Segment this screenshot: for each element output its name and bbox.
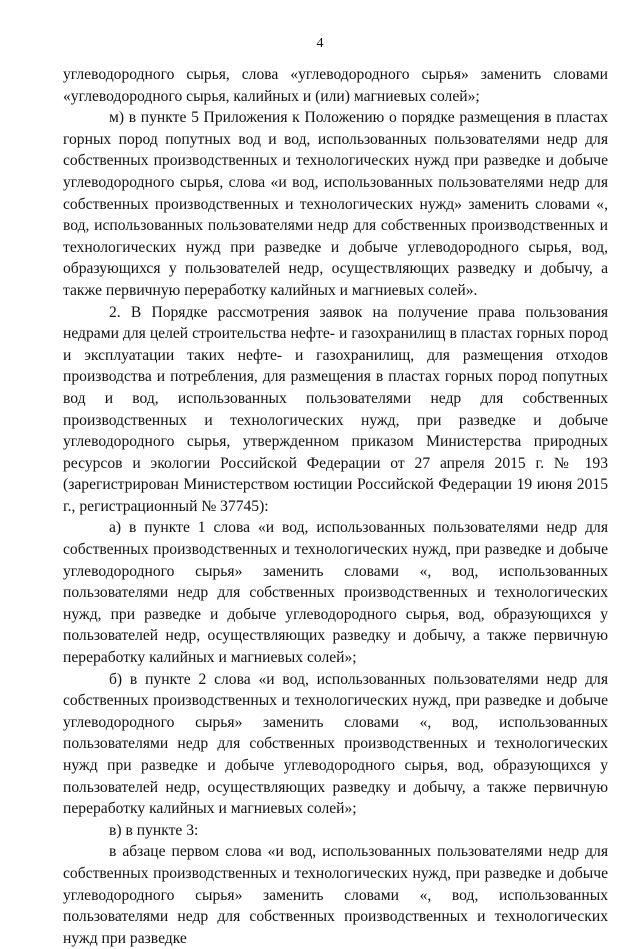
page-number: 4 (316, 36, 324, 51)
paragraph-item-b: б) в пункте 2 слова «и вод, использованных пользователями недр для собственных производственных и технологических нужд, при разведке и добыче углеводородного сырья» заменить словами «, вод, использованных пользователями недр для собственных производственных и технологических нужд при разведке и добыче углеводородного сырья, вод, образующихся у пользователей недр, осуществляющих разведку и добычу, а также первичную переработку калийных и магниевых солей»; (63, 670, 608, 818)
paragraph-item-v-first-abzac: в абзаце первом слова «и вод, использованных пользователями недр для собственных производственных и технологических нужд, при разведке и добыче углеводородного сырья» заменить словами «, вод, использованных пользователями недр для собственных производственных и технологических нужд при разведке (63, 843, 608, 947)
document-body (63, 64, 608, 949)
paragraph-section-2: 2. В Порядке рассмотрения заявок на получение права пользования недрами для целей строительства нефте- и газохранилищ в пластах горных пород и эксплуатации таких нефте- и газохранилищ, для размещения отходов производства и потребления, для размещения в пластах горных пород попутных вод и вод, использованных пользователями недр для собственных производственных и технологических нужд, при разведке и добыче углеводородного сырья, утвержденном приказом Министерства природных ресурсов и экологии Российской Федерации от 27 апреля 2015 г. № 193 (зарегистрирован Министерством юстиции Российской Федерации 19 июня 2015 г., регистрационный № 37745): (63, 303, 608, 515)
paragraph-item-m: м) в пункте 5 Приложения к Положению о порядке размещения в пластах горных пород попутных вод и вод, использованных пользователями недр для собственных производственных и технологических нужд при разведке и добыче углеводородного сырья, слова «и вод, использованных пользователями недр для собственных производственных и технологических нужд» заменить словами «, вод, использованных пользователями недр для собственных производственных и технологических нужд при разведке и добыче углеводородного сырья, вод, образующихся у пользователей недр, осуществляющих разведку и добычу, а также первичную переработку калийных и магниевых солей». (63, 109, 608, 299)
paragraph-continuation: углеводородного сырья, слова «углеводородного сырья» заменить словами «углеводородного сырья, калийных и (или) магниевых солей»; (63, 66, 608, 105)
paragraph-item-v: в) в пункте 3: (109, 821, 199, 839)
paragraph-item-a: а) в пункте 1 слова «и вод, использованных пользователями недр для собственных производственных и технологических нужд, при разведке и добыче углеводородного сырья» заменить словами «, вод, использованных пользователями недр для собственных производственных и технологических нужд, при разведке и добыче углеводородного сырья, вод, образующихся у пользователей недр, осуществляющих разведку и добычу, а также первичную переработку калийных и магниевых солей»; (63, 519, 608, 667)
